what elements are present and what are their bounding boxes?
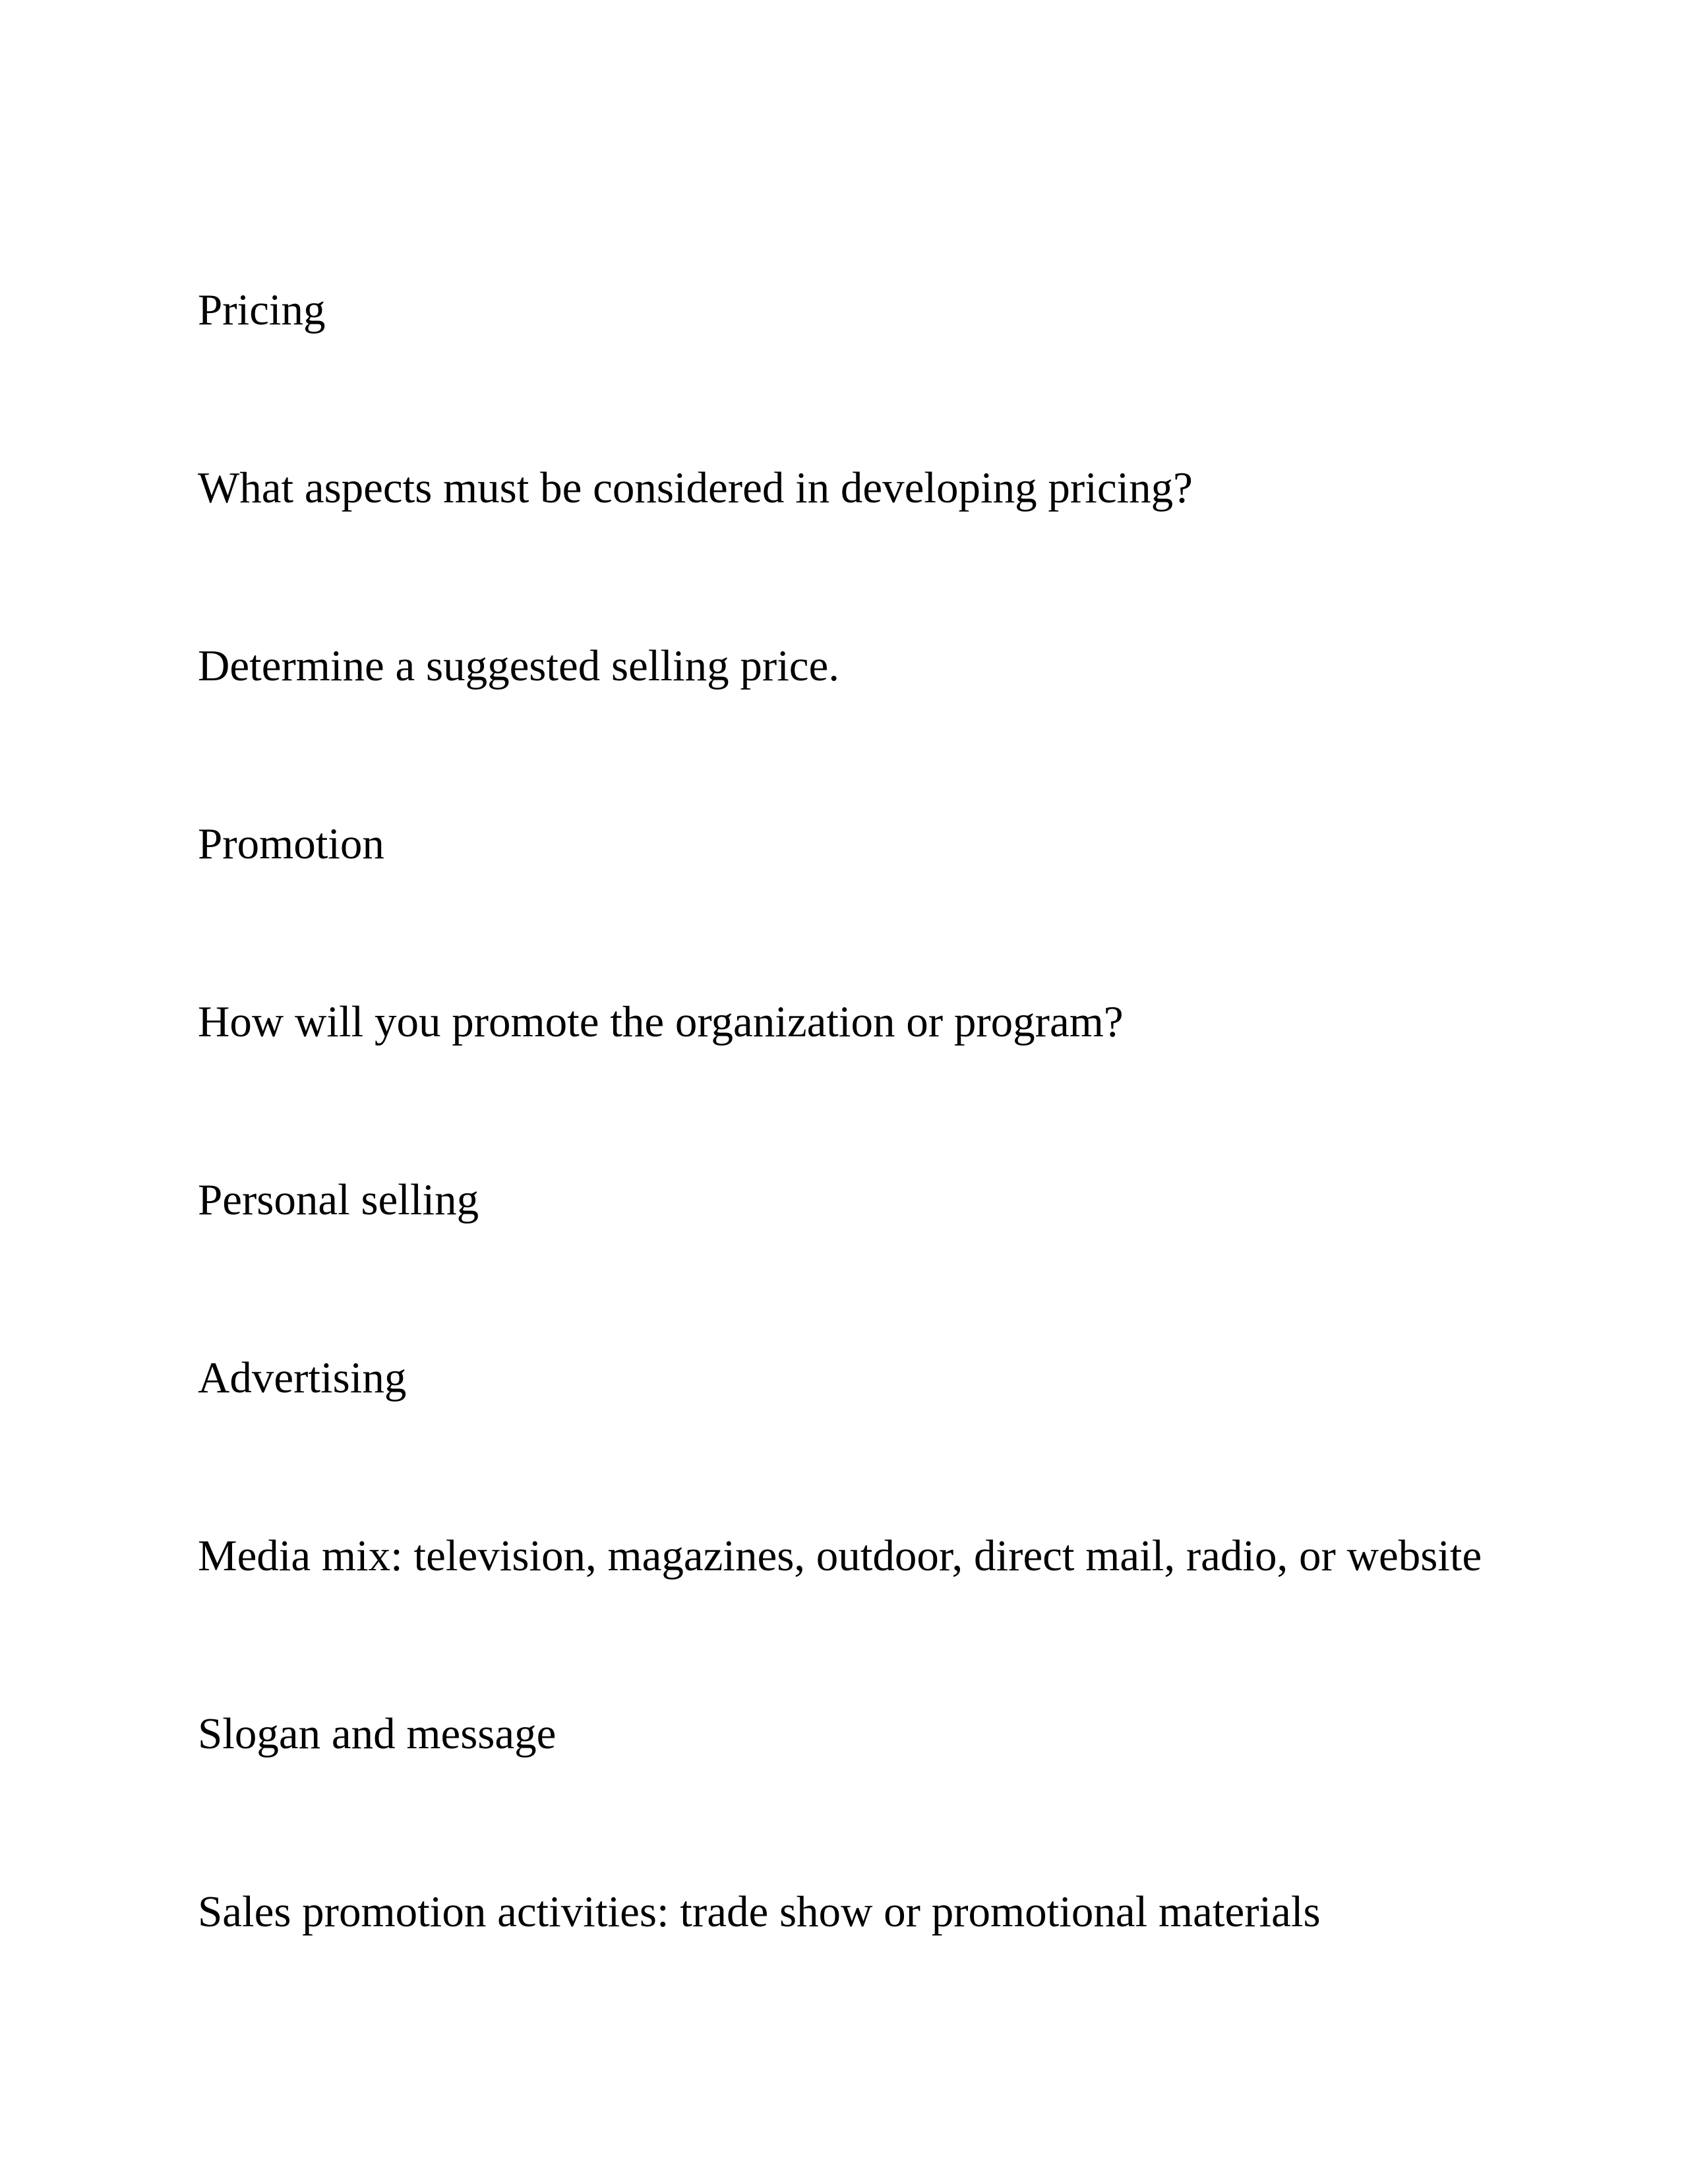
section-heading-pricing: Pricing: [198, 285, 326, 334]
pricing-question: What aspects must be considered in developing pricing?: [198, 463, 1193, 512]
promotion-item-advertising: Advertising: [198, 1353, 407, 1402]
pricing-task: Determine a suggested selling price.: [198, 641, 840, 690]
promotion-item-sales-promotion: Sales promotion activities: trade show or promotional materials: [198, 1887, 1321, 1936]
promotion-item-slogan: Slogan and message: [198, 1709, 557, 1758]
section-heading-promotion: Promotion: [198, 819, 384, 868]
promotion-question: How will you promote the organization or program?: [198, 997, 1124, 1046]
promotion-item-personal-selling: Personal selling: [198, 1175, 479, 1224]
promotion-item-media-mix: Media mix: television, magazines, outdoor, direct mail, radio, or website: [198, 1531, 1482, 1580]
